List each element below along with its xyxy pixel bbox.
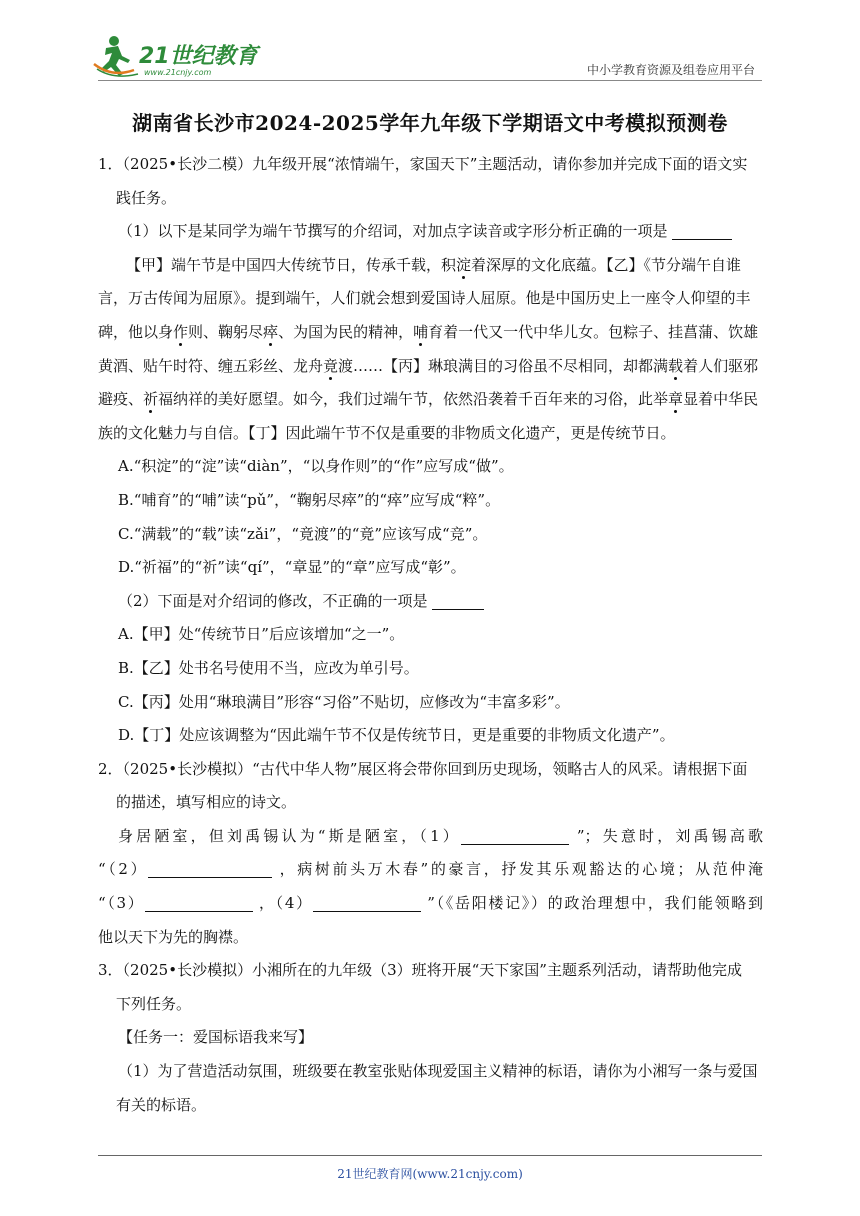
q3-stem-cont: 下列任务。 xyxy=(116,994,192,1013)
header-divider xyxy=(98,80,762,81)
dotted-char: 竟 xyxy=(323,356,339,375)
passage-line xyxy=(98,383,763,417)
poem-blank-3[interactable] xyxy=(145,893,253,912)
passage-text: 着深厚的文化底蕴。【乙】《节分端午自谁 xyxy=(471,255,742,274)
dotted-char: 章 xyxy=(668,390,684,409)
passage-line: 言，万古传闻为屈原》。提到端午，人们就会想到爱国诗人屈原。他是中国历史上一座令人仰望的丰 xyxy=(98,289,751,308)
page-header xyxy=(0,0,860,90)
q2-text: “（3） xyxy=(98,894,145,913)
q3-stem: 3．（2025•长沙模拟）小湘所在的九年级（3）班将开展“天下家国”主题系列活动，请帮助他完成 xyxy=(98,961,742,980)
q2-text: ”（《岳阳楼记》）的政治理想中，我们能领略到 xyxy=(427,894,764,913)
q2-text: “（2） xyxy=(98,860,149,879)
passage-text: 育着一代又一代中华儿女。包粽子、挂菖蒲、饮雄 xyxy=(428,322,759,341)
dotted-char: 瘁 xyxy=(263,322,279,341)
q1-sub2-option-a[interactable]: A.【甲】处“传统节日”后应该增加“之一”。 xyxy=(118,625,405,644)
logo-url: www.21cnjy.com xyxy=(144,68,212,77)
footer-link[interactable]: 21世纪教育网(www.21cnjy.com) xyxy=(337,1167,523,1181)
q1-stem: 1．（2025•长沙二模）九年级开展“浓情端午，家国天下”主题活动，请你参加并完成下面的语文实 xyxy=(98,155,748,173)
dotted-char: 作 xyxy=(173,322,189,341)
q1-sub2 xyxy=(98,585,763,619)
passage-text: 显着中华民 xyxy=(683,390,759,409)
q2-text: 身居陋室，但刘禹锡认为“斯是陋室，（1） xyxy=(118,826,461,845)
answer-blank[interactable] xyxy=(432,591,484,610)
passage-text: 黄酒、贴午时符、缠五彩丝、龙舟 xyxy=(98,356,324,375)
q1-sub2-text: （2）下面是对介绍词的修改，不正确的一项是 xyxy=(118,591,428,610)
q1-option-c[interactable]: C.“满载”的“载”读“zǎi”，“竟渡”的“竟”应该写成“竞”。 xyxy=(118,524,488,543)
q3-task1-heading: 【任务一：爱国标语我来写】 xyxy=(118,1028,314,1047)
q1-option-a[interactable]: A.“积淀”的“淀”读“diàn”，“以身作则”的“作”应写成“做”。 xyxy=(118,457,514,476)
dotted-char: 哺 xyxy=(413,322,429,341)
logo-text: 21世纪教育 xyxy=(139,44,258,69)
passage-line xyxy=(98,316,763,350)
q2-line xyxy=(98,853,763,887)
dotted-char: 载 xyxy=(668,356,684,375)
passage-line xyxy=(98,249,763,283)
poem-blank-2[interactable] xyxy=(148,859,272,878)
passage-text: 渡……【丙】琳琅满目的习俗虽不尽相同，却都满 xyxy=(338,356,669,375)
q2-text: ，（4） xyxy=(258,894,313,913)
passage-text: 避疫、 xyxy=(98,390,144,409)
q2-stem-cont: 的描述，填写相应的诗文。 xyxy=(116,793,297,812)
q1-sub1-text: （1）以下是某同学为端午节撰写的介绍词，对加点字读音或字形分析正确的一项是 xyxy=(118,222,668,241)
q1-sub1 xyxy=(98,215,763,249)
answer-blank[interactable] xyxy=(672,221,732,240)
q1-option-d[interactable]: D.“祈福”的“祈”读“qí”，“章显”的“章”应写成“彰”。 xyxy=(118,558,466,577)
q2-stem: 2．（2025•长沙模拟）“古代中华人物”展区将会带你回到历史现场，领略古人的风采。请根据下面 xyxy=(98,759,748,778)
poem-blank-4[interactable] xyxy=(313,893,421,912)
page-title: 湖南省长沙市2024-2025学年九年级下学期语文中考模拟预测卷 xyxy=(132,111,728,135)
footer-divider xyxy=(98,1155,762,1156)
q2-text: ，病树前头万木春”的豪言，抒发其乐观豁达的心境；从范仲淹 xyxy=(279,860,763,879)
platform-name: 中小学教育资源及组卷应用平台 xyxy=(586,63,755,77)
q3-task1-text-cont: 有关的标语。 xyxy=(116,1095,207,1114)
q1-sub2-option-c[interactable]: C.【丙】处用“琳琅满目”形容“习俗”不贴切，应修改为“丰富多彩”。 xyxy=(118,692,570,711)
q1-sub2-option-b[interactable]: B.【乙】处书名号使用不当，应改为单引号。 xyxy=(118,658,419,677)
q2-line: 他以天下为先的胸襟。 xyxy=(98,927,249,946)
passage-text: 碑，他以身 xyxy=(98,322,174,341)
q2-text: ”；失意时，刘禹锡高歌 xyxy=(576,826,763,845)
passage-text: 则、鞠躬尽 xyxy=(188,322,264,341)
q2-line xyxy=(98,887,763,921)
passage-text: 【甲】端午节是中国四大传统节日，传承千载，积 xyxy=(126,255,457,274)
question-content xyxy=(98,148,763,1122)
passage-line xyxy=(98,350,763,384)
q1-option-b[interactable]: B.“哺育”的“哺”读“pǔ”，“鞠躬尽瘁”的“瘁”应写成“粹”。 xyxy=(118,490,501,509)
passage-line: 族的文化魅力与自信。【丁】因此端午节不仅是重要的非物质文化遗产，更是传统节日。 xyxy=(98,423,676,442)
passage-text: 、为国为民的精神， xyxy=(278,322,414,341)
passage-text: 着人们驱邪 xyxy=(683,356,759,375)
runner-logo-icon xyxy=(92,34,262,80)
q3-task1-text: （1）为了营造活动氛围，班级要在教室张贴体现爱国主义精神的标语，请你为小湘写一条与爱国 xyxy=(118,1062,758,1081)
q2-line xyxy=(98,820,763,854)
passage-text: 福纳祥的美好愿望。如今，我们过端午节，依然沿袭着千百年来的习俗，此举 xyxy=(158,390,669,409)
poem-blank-1[interactable] xyxy=(461,826,569,845)
site-logo[interactable] xyxy=(92,34,262,80)
q1-stem-cont: 践任务。 xyxy=(116,188,177,207)
dotted-char: 淀 xyxy=(456,255,472,274)
dotted-char: 祈 xyxy=(143,390,159,409)
q1-sub2-option-d[interactable]: D.【丁】处应该调整为“因此端午节不仅是传统节日，更是重要的非物质文化遗产”。 xyxy=(118,726,675,745)
